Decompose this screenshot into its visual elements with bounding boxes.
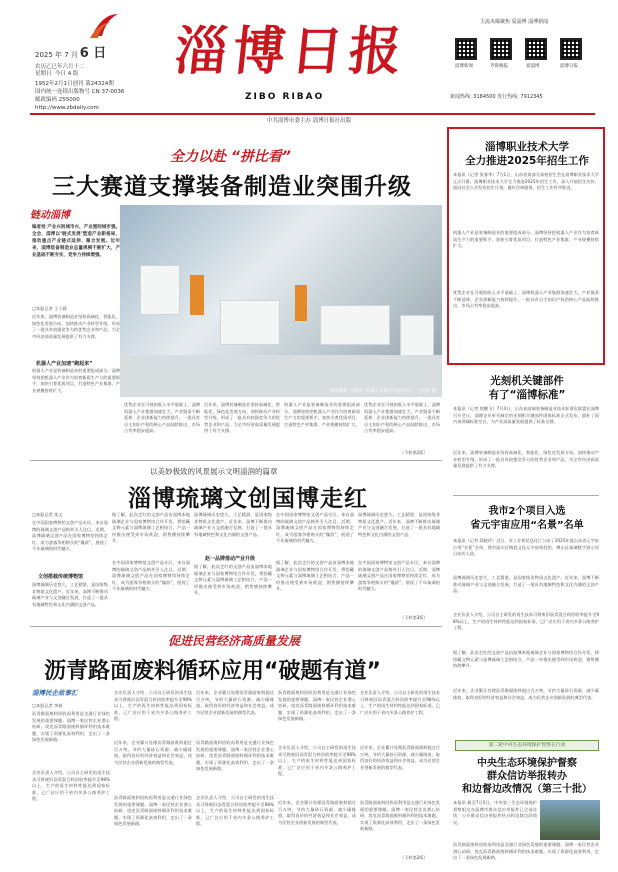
right-headline-3: 我市2个项目入选 省元宇宙应用“名景”名单	[470, 506, 584, 531]
right-body-4b: 沥青路面废料回收再利用是交通行业绿色发展的重要课题。淄博一家民营企业潜心钻研，攻克沥青路面废料循环利用技术难题，实现了资源化高效利用，走出了一条绿色发展新路。	[453, 842, 599, 860]
section1-lead: 编者按 产业兴则城市兴，产业强则城市强。全会、淄博以‘链式发展’塑造产业新格局，推动重点产业链式延伸、聚合发展。近年来，淄博装备制造业总量规模不断扩大，产业基础不断夯实，竞争力持续增强。	[32, 225, 120, 258]
section2-subhead: 文创搭载传统博物馆	[38, 574, 84, 580]
section2-body4: 淄博琉璃历史悠久，工艺精湛，是国家级非物质文化遗产。近年来，淄博不断推动琉璃产业与文创融合发展，打造了一批具有地域特色和文化内涵的文创产品。	[194, 512, 272, 537]
right-divider-1	[453, 495, 599, 496]
newspaper-logo	[88, 10, 122, 40]
lunar-date: 农历乙巳年六月十二	[35, 64, 85, 70]
zip-code: 邮政编码 255000	[35, 97, 80, 103]
founded-info: 1952年2月1日创刊 第24324期	[35, 81, 114, 87]
section1-body3b: 近年来，淄博装备制造业坚持高端化、智能化、绿色化发展方向，加快推动产业转型升级，形成了一批具有较强竞争力的优势企业和产品，为全市经济高质量发展提供了有力支撑。	[204, 402, 280, 433]
section3-body5: 企业负责人介绍，公司自主研发的再生技术可将废旧沥青混合料回收率提升至98%以上，生产的再生材料性能达到国家标准，已广泛应用于省内多条公路养护工程。	[360, 690, 440, 715]
section3-continued: （下转第2版）	[400, 855, 428, 860]
section3-body3b: 沥青路面废料回收再利用是交通行业绿色发展的重要课题。淄博一家民营企业潜心钻研，攻克沥青路面废料循环利用技术难题，实现了资源化高效利用，走出了一条绿色发展新路。	[196, 740, 274, 771]
section3-body3c: 企业负责人介绍，公司自主研发的再生技术可将废旧沥青混合料回收率提升至98%以上，生产的再生材料性能达到国家标准，已广泛应用于省内多条公路养护工程。	[196, 795, 274, 826]
cn-number: 国内统一连续出版物号 CN 37-0036	[35, 89, 125, 95]
right-body-4: 本报讯 截至7月5日，中央第三生态环境保护督察组交办淄博市群众信访举报件已全部办结，公开群众信访举报件转办和边督边改情况。	[453, 800, 537, 825]
section2-body2: 淄博琉璃历史悠久，工艺精湛，是国家级非物质文化遗产。近年来，淄博不断推动琉璃产业与文创融合发展，打造了一批具有地域特色和文化内涵的文创产品。	[32, 582, 108, 607]
section2-divider	[30, 460, 442, 461]
app-label-2: 齐鲁晚报	[490, 64, 508, 69]
section3-body2: 企业负责人介绍，公司自主研发的再生技术可将废旧沥青混合料回收率提升至98%以上，生产的再生材料性能达到国家标准，已广泛应用于省内多条公路养护工程。	[114, 690, 192, 721]
right-body-3b: 淄博琉璃历史悠久，工艺精湛，是国家级非物质文化遗产。近年来，淄博不断推动琉璃产业与文创融合发展，打造了一批具有地域特色和文化内涵的文创产品。	[453, 575, 599, 593]
section2-body3: 据了解，此次走红的文创产品由淄博本地琉璃企业与国家博物馆合作开发，将馆藏文物元素与淄博琉璃工艺相结合，产品一经推出便受到市场欢迎，销售额持续攀升。	[112, 512, 190, 543]
issue-date: 2025 年 7 月 6 日	[35, 46, 107, 61]
section2-body6: 淄博琉璃历史悠久，工艺精湛，是国家级非物质文化遗产。近年来，淄博不断推动琉璃产业与文创融合发展，打造了一批具有地域特色和文化内涵的文创产品。	[358, 512, 440, 537]
sponsor-line: 中共淄博市委主办 淄博日报社出版	[266, 118, 352, 124]
right-body-1: 本报讯（记者 张春华）7月1日，山东省第部分高校招生会在淄博职业技术大学正式开幕。淄博职业技术大学全力推进2025年招生工作，深入开展招生宣传，面向社会公开发布招生计划，做好咨询服务，招生工作有序推进。	[453, 172, 599, 190]
section2-body5b: 据了解，此次走红的文创产品由淄博本地琉璃企业与国家博物馆合作开发，将馆藏文物元素与淄博琉璃工艺相结合，产品一经推出便受到市场欢迎，销售额持续攀升。	[276, 560, 354, 591]
section1-continued: （下转第2版）	[400, 450, 428, 455]
right-body-1b: 机器人产业是装备制造业的重要组成部分。淄博坚持把机器人产业作为培育新质生产力的重要抓手，加快引育优质项目，打造特色产业集群，产业规模持续扩大。	[453, 230, 599, 248]
section3-body1b: 企业负责人介绍，公司自主研发的再生技术可将废旧沥青混合料回收率提升至98%以上，生产的再生材料性能达到国家标准，已广泛应用于省内多条公路养护工程。	[32, 770, 110, 801]
section3-body4b: 企业负责人介绍，公司自主研发的再生技术可将废旧沥青混合料回收率提升至98%以上，生产的再生材料性能达到国家标准，已广泛应用于省内多条公路养护工程。	[278, 745, 356, 776]
right-body-2b: 近年来，淄博装备制造业坚持高端化、智能化、绿色化发展方向，加快推动产业转型升级，形成了一批具有较强竞争力的优势企业和产品，为全市经济高质量发展提供了有力支撑。	[453, 450, 599, 468]
right-body-3: 本报讯（记者 薛晓玲）近日，省工业和信息化厅公布了2025年度山东省元宇宙应用“名景”名单，我市淄川区陶瓷文化元宇宙体验馆、博山区琉璃数字展示项目成功入选。	[453, 538, 599, 556]
section1-body3: 优势企业在可观的收入水平基础上，淄博机器人产业集群加速壮大，产业链条不断延伸，企业创新能力持续提升，一批具有自主知识产权的核心产品陆续推出，市场占有率稳步提高。	[124, 402, 200, 433]
qr-code-1	[455, 38, 477, 60]
section1-body3d: 优势企业在可观的收入水平基础上，淄博机器人产业集群加速壮大，产业链条不断延伸，企业创新能力持续提升，一批具有自主知识产权的核心产品陆续推出，市场占有率稳步提高。	[364, 402, 440, 433]
section2-continued: （下转第3版）	[400, 615, 428, 620]
hotline: 新闻热线: 3184500 发行热线: 7912345	[450, 94, 543, 100]
right-headline-1: 淄博职业技术大学 全力推进2025年招生工作	[465, 141, 589, 167]
section3-body2c: 沥青路面废料回收再利用是交通行业绿色发展的重要课题。淄博一家民营企业潜心钻研，攻克沥青路面废料循环利用技术难题，实现了资源化高效利用，走出了一条绿色发展新路。	[114, 795, 192, 826]
section1-banner: 全力以赴 “拼比看”	[170, 149, 291, 165]
masthead	[0, 0, 618, 124]
qr-code-2	[490, 38, 512, 60]
section2-body1: 在中国国家博物馆文创产品专区，来自淄博的琉璃文创产品格外引人注目。近期，淄博琉璃文创产品在国家博物馆持续走红，成为游客争相购买的“爆款”，展现了千年琉璃的时代魅力。	[32, 520, 108, 551]
masthead-pinyin: ZIBO RIBAO	[245, 92, 325, 102]
top-links[interactable]: 主流央媒聚焦 爱淄博 淄博新闻	[480, 19, 549, 25]
section3-body1: 沥青路面废料回收再利用是交通行业绿色发展的重要课题。淄博一家民营企业潜心钻研，攻克沥青路面废料循环利用技术难题，实现了资源化高效利用，走出了一条绿色发展新路。	[32, 711, 110, 742]
section3-body4: 沥青路面废料回收再利用是交通行业绿色发展的重要课题。淄博一家民营企业潜心钻研，攻克沥青路面废料循环利用技术难题，实现了资源化高效利用，走出了一条绿色发展新路。	[278, 690, 356, 721]
qr-code-4	[560, 38, 582, 60]
section1-body3c: 机器人产业是装备制造业的重要组成部分。淄博坚持把机器人产业作为培育新质生产力的重要抓手，加快引育优质项目，打造特色产业集群，产业规模持续扩大。	[284, 402, 360, 427]
section3-body4c: 近年来，企业累计处理沥青路面废料超过百万吨，节约大量砂石资源，减少碳排放，取得良好的经济效益和社会效益，成为民营企业创新发展的典型代表。	[278, 800, 356, 825]
website-link[interactable]: http://www.zbdaily.com	[35, 105, 99, 111]
right-body-3c: 企业负责人介绍，公司自主研发的再生技术可将废旧沥青混合料回收率提升至98%以上，生产的再生材料性能达到国家标准，已广泛应用于省内多条公路养护工程。	[453, 612, 599, 630]
section2-subhead2: 赵一品牌推动产业升级	[205, 556, 256, 562]
photo-caption: 淄博新科（淄博）机器人有限公司展示厅。 □记者 摄	[329, 389, 436, 394]
masthead-rule	[30, 113, 595, 115]
app-label-3: 爱淄博	[526, 64, 540, 69]
section3-headline: 沥青路面废料循环应用“破题有道”	[44, 659, 381, 684]
section2-body6b: 在中国国家博物馆文创产品专区，来自淄博的琉璃文创产品格外引人注目。近期，淄博琉璃文创产品在国家博物馆持续走红，成为游客争相购买的“爆款”，展现了千年琉璃的时代魅力。	[358, 560, 440, 591]
right-body-3e: 近年来，企业累计处理沥青路面废料超过百万吨，节约大量砂石资源，减少碳排放，取得良好的经济效益和社会效益，成为民营企业创新发展的典型代表。	[453, 688, 599, 700]
section1-author: □本报记者 王子涵	[32, 306, 67, 311]
app-label-1: 淄博新闻	[455, 64, 473, 69]
right-body-1c: 优势企业在可观的收入水平基础上，淄博机器人产业集群加速壮大，产业链条不断延伸，企业创新能力持续提升，一批具有自主知识产权的核心产品陆续推出，市场占有率稳步提高。	[453, 290, 599, 308]
section3-author: □本报记者 李斌	[32, 703, 63, 708]
section2-body4b: 据了解，此次走红的文创产品由淄博本地琉璃企业与国家博物馆合作开发，将馆藏文物元素与淄博琉璃工艺相结合，产品一经推出便受到市场欢迎，销售额持续攀升。	[194, 564, 272, 595]
right-body-2: 本报讯（记者 徐鹏飞）7月4日，山东省高端装备制造业技术标准化联盟在淄博召开会议，淄博企业牵头制定的光刻机关键部件团体标准正式发布，填补了国内该领域标准空白，为产业高质量发展提供了标准支撑。	[453, 406, 599, 424]
section2-author: □本报记者 张文	[32, 512, 63, 517]
section3-body3: 近年来，企业累计处理沥青路面废料超过百万吨，节约大量砂石资源，减少碳排放，取得良好的经济效益和社会效益，成为民营企业创新发展的典型代表。	[196, 690, 274, 715]
section2-kicker: 以美妙极致的风景展示文明淄润的篇章	[150, 467, 278, 476]
app-label-4: 淄博日报	[560, 64, 578, 69]
section3-body5b: 近年来，企业累计处理沥青路面废料超过百万吨，节约大量砂石资源，减少碳排放，取得良好的经济效益和社会效益，成为民营企业创新发展的典型代表。	[360, 745, 440, 770]
weekday-info: 星期日 今日 4 版	[35, 71, 79, 77]
section2-body5: 在中国国家博物馆文创产品专区，来自淄博的琉璃文创产品格外引人注目。近期，淄博琉璃文创产品在国家博物馆持续走红，成为游客争相购买的“爆款”，展现了千年琉璃的时代魅力。	[276, 512, 354, 543]
section1-body2: 机器人产业是装备制造业的重要组成部分。淄博坚持把机器人产业作为培育新质生产力的重要抓手，加快引育优质项目，打造特色产业集群，产业规模持续扩大。	[32, 368, 120, 393]
inspection-photo	[540, 800, 600, 840]
inspection-tag: 第二轮中央生态环境保护督察在行动	[455, 740, 599, 751]
section3-body2b: 近年来，企业累计处理沥青路面废料超过百万吨，节约大量砂石资源，减少碳排放，取得良好的经济效益和社会效益，成为民营企业创新发展的典型代表。	[114, 740, 192, 765]
section3-banner: 促进民营经济高质量发展	[168, 634, 301, 648]
section3-divider	[30, 626, 442, 627]
qr-code-3	[525, 38, 547, 60]
section1-column-tag: 链动淄博	[30, 210, 70, 221]
section1-headline: 三大赛道支撑装备制造业突围升级	[52, 174, 412, 200]
masthead-title: 淄博日报	[171, 21, 411, 82]
section3-column-tag: 淄博民企故事汇	[32, 689, 78, 697]
section1-subhead: 机器人产业加速“跑起来”	[36, 361, 93, 367]
section3-body5c: 沥青路面废料回收再利用是交通行业绿色发展的重要课题。淄博一家民营企业潜心钻研，攻克沥青路面废料循环利用技术难题，实现了资源化高效利用，走出了一条绿色发展新路。	[360, 800, 440, 831]
section2-body3b: 在中国国家博物馆文创产品专区，来自淄博的琉璃文创产品格外引人注目。近期，淄博琉璃文创产品在国家博物馆持续走红，成为游客争相购买的“爆款”，展现了千年琉璃的时代魅力。	[112, 560, 190, 591]
right-headline-2: 光刻机关键部件 有了“淄博标准”	[488, 375, 566, 401]
right-body-3d: 据了解，此次走红的文创产品由淄博本地琉璃企业与国家博物馆合作开发，将馆藏文物元素与淄博琉璃工艺相结合，产品一经推出便受到市场欢迎，销售额持续攀升。	[453, 650, 599, 668]
robot-exhibition-photo	[120, 205, 442, 397]
section1-body1: 近年来，淄博装备制造业坚持高端化、智能化、绿色化发展方向，加快推动产业转型升级，形成了一批具有较强竞争力的优势企业和产品，为全市经济高质量发展提供了有力支撑。	[32, 314, 120, 339]
section2-headline: 淄博琉璃文创国博走红	[128, 486, 368, 512]
right-headline-4: 中央生态环境保护督察 群众信访举报转办 和边督边改情况（第三十批）	[462, 758, 592, 795]
